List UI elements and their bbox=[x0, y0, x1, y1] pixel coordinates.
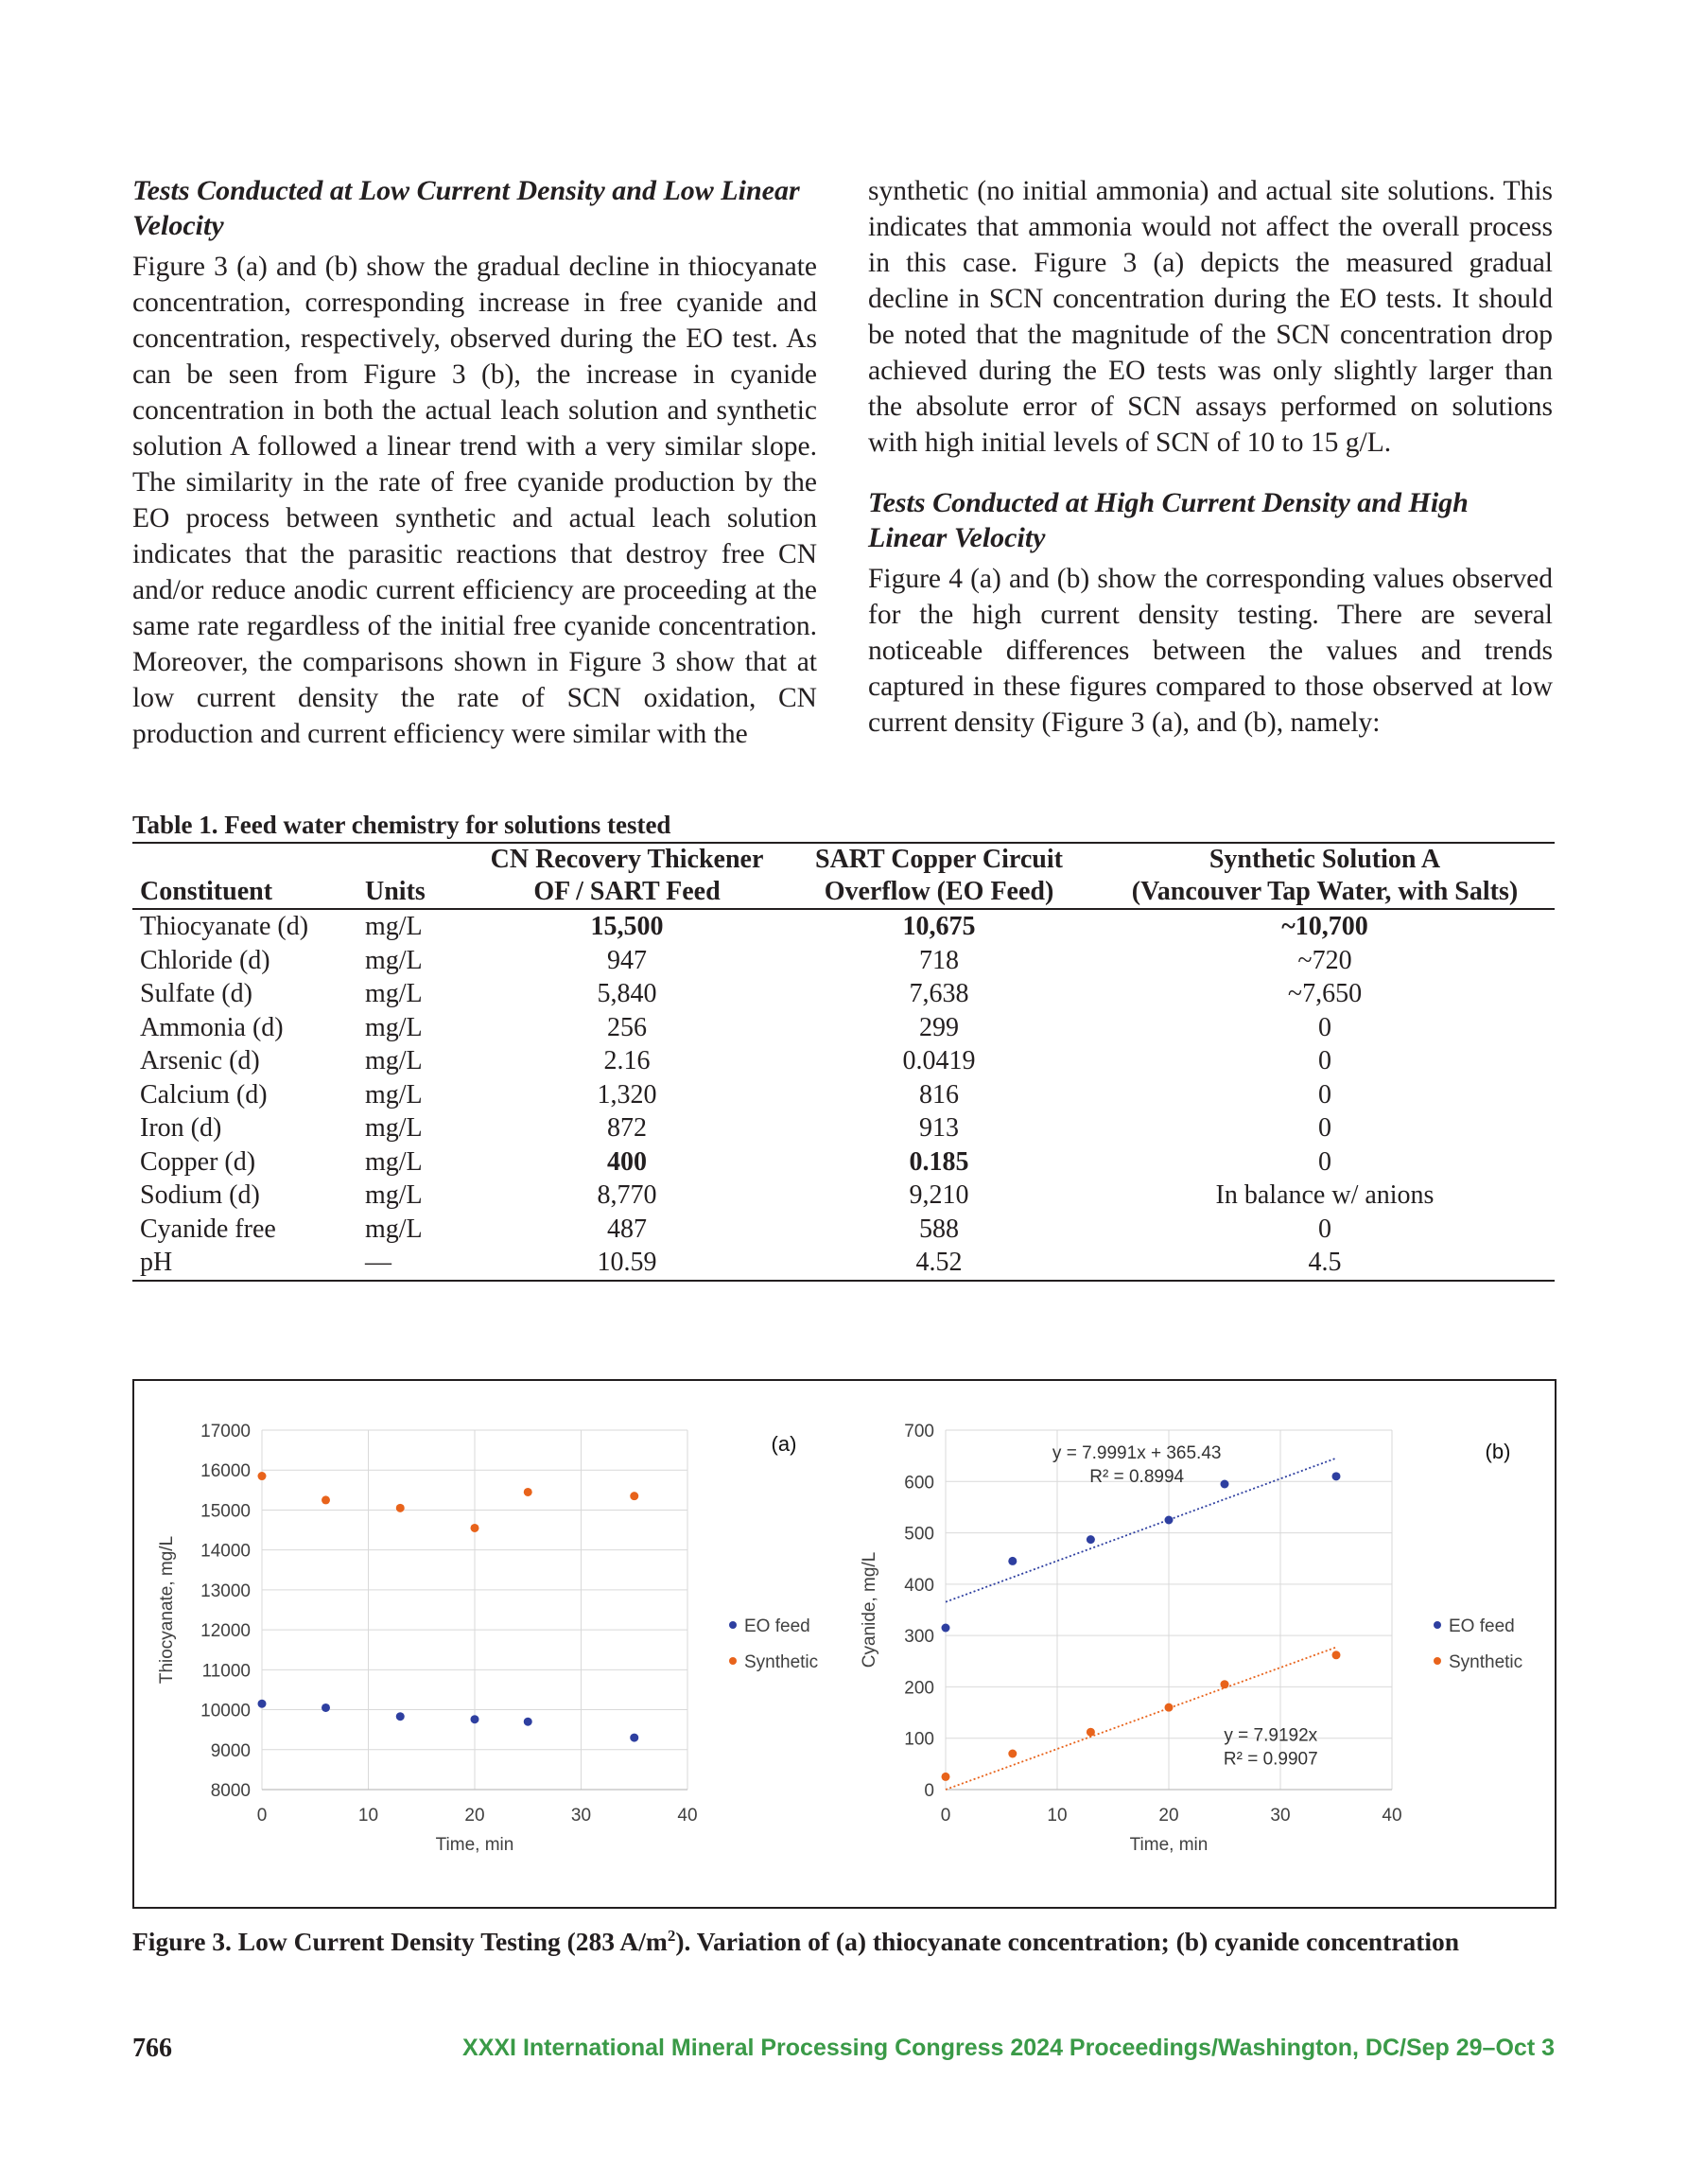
cell-cn-recovery: 400 bbox=[607, 1146, 647, 1177]
cell-units: mg/L bbox=[365, 1146, 423, 1177]
section-heading-high-current: Tests Conducted at High Current Density and High Linear Velocity bbox=[868, 487, 1469, 553]
cell-units: mg/L bbox=[365, 1046, 423, 1075]
x-tick-label: 20 bbox=[1158, 1806, 1179, 1826]
cell-sart: 913 bbox=[919, 1113, 959, 1143]
cell-synthetic: 0 bbox=[1318, 1046, 1331, 1075]
x-tick-label: 10 bbox=[1047, 1806, 1068, 1826]
cell-constituent: Ammonia (d) bbox=[140, 1012, 284, 1042]
cell-constituent: Sodium (d) bbox=[140, 1180, 260, 1210]
legend-label: EO feed bbox=[1449, 1616, 1515, 1636]
cell-constituent: Cyanide free bbox=[140, 1214, 276, 1244]
data-point bbox=[258, 1700, 267, 1708]
data-point bbox=[471, 1524, 479, 1532]
cell-units: mg/L bbox=[365, 1180, 423, 1210]
data-point bbox=[1165, 1516, 1174, 1525]
trendline-equation: y = 7.9192x bbox=[1224, 1725, 1318, 1746]
y-axis-label: Thiocyanate, mg/L bbox=[157, 1535, 177, 1685]
cell-constituent: pH bbox=[132, 1246, 357, 1281]
y-tick-label: 200 bbox=[904, 1678, 934, 1699]
y-tick-label: 600 bbox=[904, 1473, 934, 1494]
table-row bbox=[132, 1145, 1555, 1179]
cell-units: mg/L bbox=[365, 1079, 423, 1109]
figure-caption: Figure 3. Low Current Density Testing (283 $A/m^2$). Variation of (a) thiocyanate concentration; (b) cyanide concentration bbox=[132, 1927, 1460, 1957]
x-tick-label: 20 bbox=[464, 1806, 485, 1826]
y-tick-label: 700 bbox=[904, 1422, 934, 1441]
data-point bbox=[1087, 1535, 1095, 1544]
y-tick-label: 500 bbox=[904, 1524, 934, 1545]
cell-units: mg/L bbox=[365, 945, 423, 975]
y-tick-label: 16000 bbox=[200, 1461, 251, 1482]
y-axis-label: Cyanide, mg/L bbox=[860, 1551, 879, 1669]
y-tick-label: 0 bbox=[924, 1781, 934, 1801]
cell-synthetic: 0 bbox=[1318, 1113, 1331, 1143]
data-point bbox=[630, 1734, 638, 1742]
x-axis-label: Time, min bbox=[435, 1835, 514, 1855]
col-header-sart: SART Copper Circuit Overflow (EO Feed) bbox=[783, 843, 1095, 909]
table-caption: Table 1. Feed water chemistry for solutions tested bbox=[132, 811, 671, 839]
col-header-cn-recovery: CN Recovery Thickener OF / SART Feed bbox=[471, 843, 783, 909]
cell-synthetic: 4.5 bbox=[1095, 1246, 1555, 1281]
table-row bbox=[132, 1011, 1555, 1045]
cell-sart: 299 bbox=[919, 1012, 959, 1042]
data-point bbox=[258, 1472, 267, 1480]
running-footer: XXXI International Mineral Processing Congress 2024 Proceedings/Washington, DC/Sep 29–Oct 3 bbox=[462, 2035, 1555, 2061]
panel-label: (a) bbox=[771, 1432, 797, 1456]
cell-cn-recovery: 2.16 bbox=[603, 1046, 651, 1075]
table-row bbox=[132, 977, 1555, 1011]
x-tick-label: 0 bbox=[256, 1806, 268, 1826]
cell-constituent: Sulfate (d) bbox=[140, 979, 252, 1008]
cell-sart: 816 bbox=[919, 1079, 959, 1109]
legend-label: EO feed bbox=[744, 1616, 810, 1636]
y-tick-label: 400 bbox=[904, 1575, 934, 1596]
cell-cn-recovery: 15,500 bbox=[590, 912, 664, 941]
table-row bbox=[132, 1078, 1555, 1112]
table-row bbox=[132, 1044, 1555, 1078]
cell-cn-recovery: 5,840 bbox=[597, 979, 657, 1008]
cell-sart: 588 bbox=[919, 1214, 959, 1244]
cell-sart: 4.52 bbox=[783, 1246, 1095, 1281]
data-point bbox=[1332, 1472, 1341, 1480]
trendline-r2: R² = 0.8994 bbox=[1089, 1466, 1185, 1487]
y-tick-label: 13000 bbox=[200, 1581, 251, 1601]
cell-cn-recovery: 10.59 bbox=[471, 1246, 783, 1281]
cell-synthetic: 0 bbox=[1318, 1214, 1331, 1244]
y-tick-label: 14000 bbox=[200, 1541, 251, 1562]
cell-synthetic: 0 bbox=[1318, 1079, 1331, 1109]
cell-units: mg/L bbox=[365, 1113, 423, 1143]
page-number: 766 bbox=[132, 2034, 172, 2063]
cell-units: mg/L bbox=[365, 979, 423, 1008]
feed-chemistry-table bbox=[132, 842, 1555, 1282]
data-point bbox=[1165, 1704, 1174, 1712]
cell-units: mg/L bbox=[365, 1214, 423, 1244]
y-tick-label: 9000 bbox=[210, 1740, 251, 1761]
x-tick-label: 30 bbox=[570, 1806, 592, 1826]
table-header-row bbox=[132, 843, 1555, 909]
legend-label: Synthetic bbox=[1449, 1652, 1523, 1672]
cell-synthetic: 0 bbox=[1318, 1146, 1331, 1177]
data-point bbox=[471, 1715, 479, 1723]
col-header-constituent: Constituent bbox=[132, 843, 357, 909]
cell-constituent: Chloride (d) bbox=[140, 945, 270, 975]
cell-synthetic: 0 bbox=[1318, 1012, 1331, 1042]
cell-cn-recovery: 947 bbox=[607, 945, 647, 975]
cell-synthetic: ~10,700 bbox=[1281, 912, 1368, 941]
y-tick-label: 17000 bbox=[200, 1422, 251, 1441]
cell-cn-recovery: 487 bbox=[607, 1214, 647, 1244]
section-heading-low-current: Tests Conducted at Low Current Density and Low Linear Velocity bbox=[132, 175, 800, 241]
cell-sart: 718 bbox=[919, 945, 959, 975]
cell-units: — bbox=[357, 1246, 471, 1281]
data-point bbox=[1008, 1557, 1017, 1565]
x-tick-label: 0 bbox=[940, 1806, 951, 1826]
cell-sart: 7,638 bbox=[909, 979, 969, 1008]
x-tick-label: 40 bbox=[1382, 1806, 1402, 1826]
data-point bbox=[524, 1718, 532, 1726]
x-tick-label: 30 bbox=[1270, 1806, 1291, 1826]
cell-sart: 9,210 bbox=[909, 1180, 969, 1210]
y-tick-label: 10000 bbox=[200, 1701, 251, 1721]
data-point bbox=[1008, 1750, 1017, 1758]
cell-constituent: Calcium (d) bbox=[140, 1079, 268, 1109]
right-column bbox=[868, 173, 1553, 760]
table-row bbox=[132, 909, 1555, 944]
cell-cn-recovery: 1,320 bbox=[597, 1079, 657, 1109]
cell-synthetic: ~720 bbox=[1297, 945, 1352, 975]
cell-constituent: Arsenic (d) bbox=[140, 1046, 260, 1075]
data-point bbox=[524, 1488, 532, 1496]
data-point bbox=[396, 1504, 405, 1512]
cell-cn-recovery: 872 bbox=[607, 1113, 647, 1143]
x-tick-label: 10 bbox=[357, 1806, 379, 1826]
y-tick-label: 15000 bbox=[200, 1501, 251, 1522]
trendline-r2: R² = 0.9907 bbox=[1223, 1749, 1318, 1770]
table-row bbox=[132, 1111, 1555, 1145]
y-tick-label: 11000 bbox=[201, 1661, 251, 1682]
body-paragraph: synthetic (no initial ammonia) and actual site solutions. This indicates that ammonia would not affect the overall process in this case. Figure 3 (a) depicts the measured gradual decline in SCN concentration during the EO tests. It should be noted that the magnitude of the SCN concentration drop achieved during the EO tests was only slightly larger than the absolute error of SCN assays performed on solutions with high initial levels of SCN of 10 to 15 g/L. bbox=[868, 176, 1553, 458]
cell-sart: 10,675 bbox=[902, 912, 976, 941]
table-1 bbox=[132, 810, 1555, 1282]
data-point bbox=[322, 1704, 330, 1712]
cell-synthetic: In balance w/ anions bbox=[1215, 1180, 1435, 1210]
data-point bbox=[1221, 1680, 1229, 1688]
table-row bbox=[132, 1246, 1555, 1281]
data-point bbox=[1087, 1728, 1095, 1737]
cell-cn-recovery: 256 bbox=[607, 1012, 647, 1042]
data-point bbox=[396, 1712, 405, 1721]
data-point bbox=[1221, 1480, 1229, 1489]
trendline-equation: y = 7.9991x + 365.43 bbox=[1052, 1442, 1222, 1463]
cell-units: mg/L bbox=[365, 1012, 423, 1042]
table-row bbox=[132, 944, 1555, 978]
cell-sart: 0.185 bbox=[909, 1146, 969, 1177]
x-axis-label: Time, min bbox=[1129, 1835, 1209, 1855]
cell-synthetic: ~7,650 bbox=[1287, 979, 1363, 1008]
table-row bbox=[132, 1179, 1555, 1213]
cell-constituent: Iron (d) bbox=[140, 1113, 222, 1143]
cell-cn-recovery: 8,770 bbox=[597, 1180, 657, 1210]
col-header-synthetic: Synthetic Solution A (Vancouver Tap Water, with Salts) bbox=[1095, 843, 1555, 909]
data-point bbox=[1332, 1651, 1341, 1659]
left-column bbox=[132, 173, 817, 771]
col-header-units: Units bbox=[357, 843, 471, 909]
legend-marker bbox=[1434, 1657, 1441, 1665]
cell-constituent: Copper (d) bbox=[140, 1146, 256, 1177]
cell-constituent: Thiocyanate (d) bbox=[140, 912, 309, 941]
body-paragraph: Figure 4 (a) and (b) show the corresponding values observed for the high current density testing. There are several noticeable differences between the values and trends captured in these figures compared to those observed at low current density (Figure 3 (a), and (b), namely: bbox=[868, 564, 1553, 738]
data-point bbox=[942, 1624, 950, 1633]
y-tick-label: 300 bbox=[904, 1627, 934, 1648]
x-tick-label: 40 bbox=[677, 1806, 698, 1826]
figure-3-charts bbox=[134, 1381, 1555, 1907]
figure-3 bbox=[132, 1379, 1557, 1909]
data-point bbox=[630, 1492, 638, 1500]
panel-label: (b) bbox=[1485, 1440, 1511, 1463]
legend-marker bbox=[729, 1657, 737, 1665]
table-row bbox=[132, 1213, 1555, 1247]
cell-sart: 0.0419 bbox=[902, 1046, 976, 1075]
legend-marker bbox=[1434, 1621, 1441, 1629]
data-point bbox=[322, 1495, 330, 1504]
y-tick-label: 100 bbox=[904, 1729, 934, 1750]
legend-label: Synthetic bbox=[744, 1652, 819, 1672]
data-point bbox=[942, 1773, 950, 1781]
body-paragraph: Figure 3 (a) and (b) show the gradual decline in thiocyanate concentration, corresponding increase in free cyanide and concentration, respectively, observed during the EO test. As can be seen from Figure 3 (b), the increase in cyanide concentration in both the actual leach solution and synthetic solution A followed a linear trend with a very similar slope. The similarity in the rate of free cyanide production by the EO process between synthetic and actual leach solution indicates that the parasitic reactions that destroy free CN and/or reduce anodic current efficiency are proceeding at the same rate regardless of the initial free cyanide concentration. Moreover, the comparisons shown in Figure 3 show that at low current density the rate of SCN oxidation, CN production and current efficiency were similar with the bbox=[132, 252, 817, 749]
legend-marker bbox=[729, 1621, 737, 1629]
y-tick-label: 12000 bbox=[200, 1621, 251, 1642]
y-tick-label: 8000 bbox=[210, 1781, 251, 1801]
cell-units: mg/L bbox=[365, 912, 423, 941]
